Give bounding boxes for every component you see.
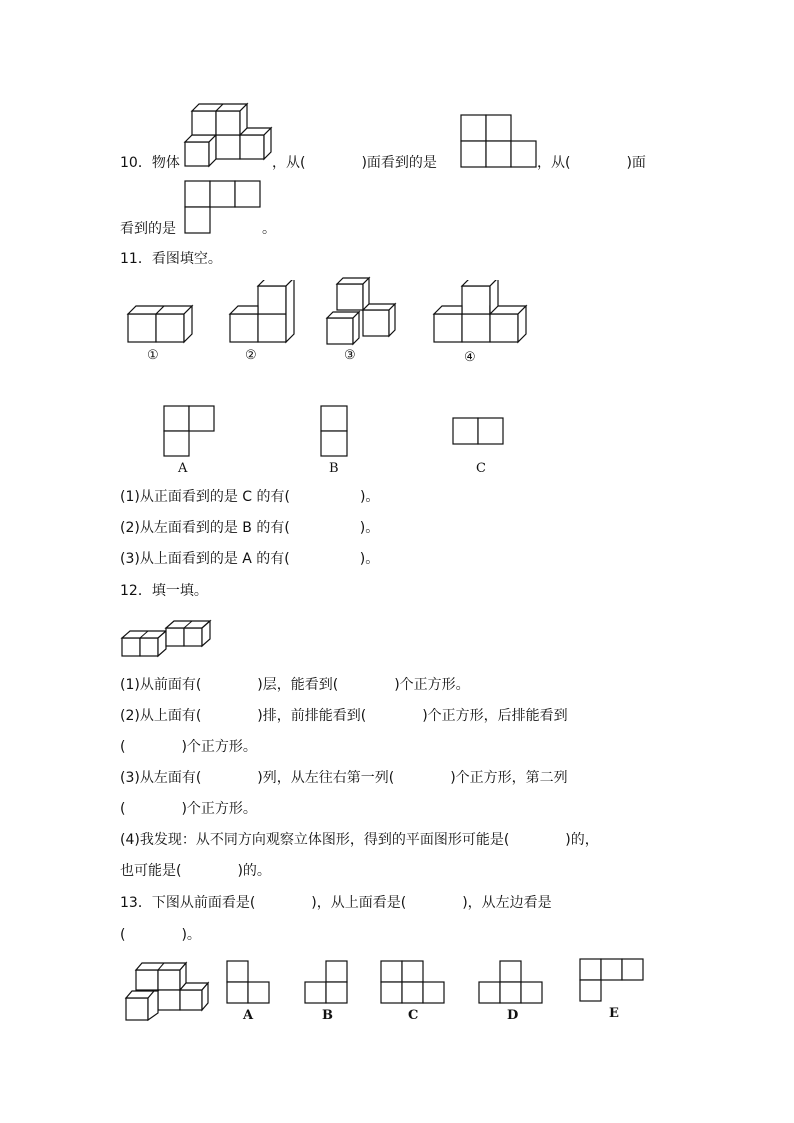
q12-item-2-cont: ( )个正方形。 [120,739,257,755]
q10-text-part5: 。 [262,221,276,237]
q13-option-D [478,960,548,1006]
q13-cube-figure [124,958,216,1024]
q13-option-label-D: D [507,1008,519,1023]
q10-cube-figure [183,100,278,168]
q12-title: 12．填一填。 [120,583,208,599]
q11-figure-4 [432,280,528,346]
q11-view-label-B: B [329,461,339,476]
q11-view-label-A: A [178,461,188,476]
q11-label-2: ② [245,348,257,363]
q10-view-2 [184,180,264,236]
q10-text-part2: ，从( )面看到的是 [272,155,437,171]
q13-option-A [226,960,274,1006]
q13-option-label-B: B [322,1008,333,1023]
q13-option-C [380,960,448,1006]
q11-figure-2 [228,280,298,346]
q11-view-A [163,405,219,459]
q13-option-label-E: E [609,1006,619,1021]
q13-option-B [304,960,352,1006]
q13-line-1: 13．下图从前面看是( )，从上面看是( )，从左边看是 [120,895,552,911]
q11-view-C [452,417,506,447]
q10-text-part4: 看到的是 [120,221,176,237]
q12-item-3-cont: ( )个正方形。 [120,801,257,817]
q11-label-3: ③ [344,348,356,363]
q12-cube-figure [120,618,214,660]
q11-title: 11．看图填空。 [120,251,222,267]
q12-item-3: (3)从左面有( )列，从左往右第一列( )个正方形，第二列 [120,770,568,786]
q11-view-B [320,405,350,459]
q13-line-2: ( )。 [120,927,201,943]
q10-text-part1: 10．物体 [120,155,180,171]
cube-face [185,135,216,166]
q11-item-2: (2)从左面看到的是 B 的有( )。 [120,520,380,536]
q10-view-1 [460,114,540,170]
q12-item-1: (1)从前面有( )层，能看到( )个正方形。 [120,677,470,693]
q10-text-part3: ，从( )面 [537,155,646,171]
q13-option-label-A: A [243,1008,254,1023]
q13-option-label-C: C [408,1008,419,1023]
q12-item-2: (2)从上面有( )排，前排能看到( )个正方形，后排能看到 [120,708,568,724]
q11-figure-1 [126,302,196,346]
q12-item-4: (4)我发现：从不同方向观察立体图形，得到的平面图形可能是( )的， [120,832,599,848]
q11-label-4: ④ [464,350,476,365]
q11-item-3: (3)从上面看到的是 A 的有( )。 [120,551,380,567]
q11-figure-3 [325,276,405,348]
q13-option-E [579,958,649,1004]
q11-item-1: (1)从正面看到的是 C 的有( )。 [120,489,380,505]
q12-item-4-cont: 也可能是( )的。 [120,863,271,879]
q11-view-label-C: C [476,461,486,476]
q11-label-1: ① [147,348,159,363]
